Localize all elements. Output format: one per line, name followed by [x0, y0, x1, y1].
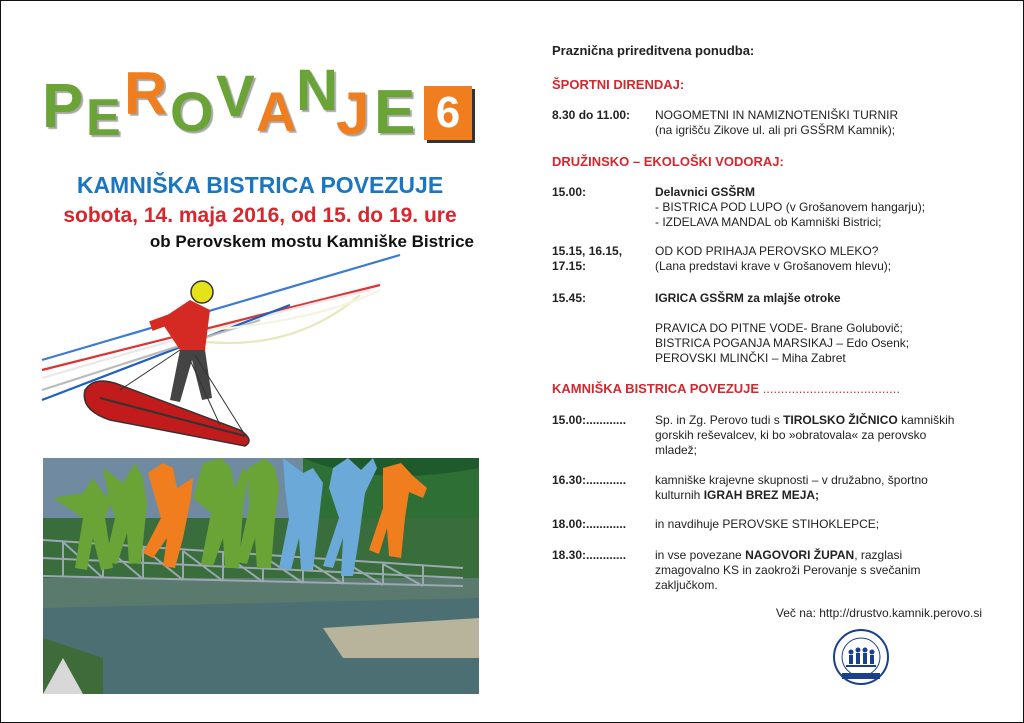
event-logo [40, 58, 490, 168]
logo-letter-o: O [170, 80, 214, 143]
row-highlight: NAGOVORI ŽUPAN [745, 548, 855, 562]
row-title: Delavnici GSŠRM [655, 185, 756, 199]
row-description: in navdihuje PEROVSKE STIHOKLEPCE; [655, 517, 880, 531]
time-label: 18.00:............ [552, 517, 627, 531]
rescue-stretcher [84, 350, 249, 446]
logo-letter-j: J [336, 80, 370, 147]
row-line: - BISTRICA POD LUPO (v Grošanovem hangarju); [655, 200, 926, 214]
row-highlight: TIROLSKO ŽIČNICO [783, 413, 898, 427]
logo-letter-v: V [216, 64, 255, 129]
row-description [655, 473, 995, 503]
row-text: kamniških [897, 413, 955, 427]
row-description [655, 321, 995, 366]
section-title-dots: ...................................... [762, 381, 900, 396]
row-title: IGRICA GSŠRM za mlajše otroke [655, 291, 841, 305]
time-label: 15.00:............ [552, 413, 627, 427]
time-label: 18.30:............ [552, 548, 627, 562]
rope-rescue-illustration [40, 250, 490, 460]
row-line: (na igrišču Zikove ul. ali pri GSŠRM Kamnik); [655, 123, 896, 137]
row-description [655, 548, 995, 593]
logo-letter-n: N [296, 58, 338, 123]
row-line: gorskih reševalcev, ki bo »obratovala« za perovsko [655, 428, 927, 442]
row-line: kamniške krajevne skupnosti – v družabno, športno [655, 473, 928, 487]
event-subtitle: KAMNIŠKA BISTRICA POVEZUJE [76, 172, 444, 198]
bridge-photo [43, 458, 479, 694]
row-description [655, 108, 995, 138]
row-text: Sp. in Zg. Perovo tudi s [655, 413, 784, 427]
row-text: in vse povezane [655, 548, 746, 562]
time-label: 8.30 do 11.00: [552, 108, 631, 122]
event-date: sobota, 14. maja 2016, od 15. do 19. ure [63, 204, 457, 227]
story-line: PRAVICA DO PITNE VODE- Brane Golubovič; [655, 321, 903, 335]
logo-letter-e: E [86, 89, 121, 147]
story-line: PEROVSKI MLINČKI – Miha Zabret [655, 351, 846, 365]
time-label: 16.30:............ [552, 473, 627, 487]
time-label: 15.45: [552, 291, 587, 305]
row-line: (Lana predstavi krave v Grošanovem hlevu); [655, 259, 892, 273]
section-title-family: DRUŽINSKO – EKOLOŠKI VODORAJ: [552, 154, 784, 169]
section-title-connect [552, 381, 900, 396]
row-line: OD KOD PRIHAJA PEROVSKO MLEKO? [655, 244, 879, 258]
row-text: , razglasi [854, 548, 903, 562]
time-label [552, 244, 647, 274]
society-seal-logo [832, 628, 890, 686]
row-line: mladež; [655, 443, 698, 457]
program-heading: Praznična prireditvena ponudba: [552, 43, 755, 58]
logo-letter-e2: E [374, 78, 416, 147]
row-highlight: IGRAH BREZ MEJA; [703, 488, 820, 502]
row-line: NOGOMETNI IN NAMIZNOTENIŠKI TURNIR [655, 108, 899, 122]
row-line: zmagovalno KS in zaokroži Perovanje s svečanim [655, 563, 921, 577]
edition-number-badge: 6 [424, 86, 472, 140]
time-part: 17.15: [552, 259, 587, 273]
time-part: 15.15, 16.15, [552, 244, 623, 258]
row-description [655, 413, 995, 458]
row-description [655, 244, 995, 274]
row-line: zaključkom. [655, 578, 718, 592]
row-description [655, 185, 995, 230]
section-title-sport: ŠPORTNI DIRENDAJ: [552, 77, 685, 92]
logo-letter-r: R [124, 60, 168, 127]
section-title-text: KAMNIŠKA BISTRICA POVEZUJE [552, 381, 760, 396]
logo-letter-a: A [256, 80, 297, 143]
website-link[interactable]: Več na: http://drustvo.kamnik.perovo.si [775, 606, 982, 620]
story-line: BISTRICA POGANJA MARSIKAJ – Edo Osenk; [655, 336, 910, 350]
event-place: ob Perovskem mostu Kamniške Bistrice [149, 232, 474, 251]
time-label: 15.00: [552, 185, 587, 199]
row-line: - IZDELAVA MANDAL ob Kamniški Bistrici; [655, 215, 882, 229]
logo-letter-p: P [42, 72, 84, 141]
ropes [42, 255, 400, 400]
row-text: kulturnih [655, 488, 704, 502]
